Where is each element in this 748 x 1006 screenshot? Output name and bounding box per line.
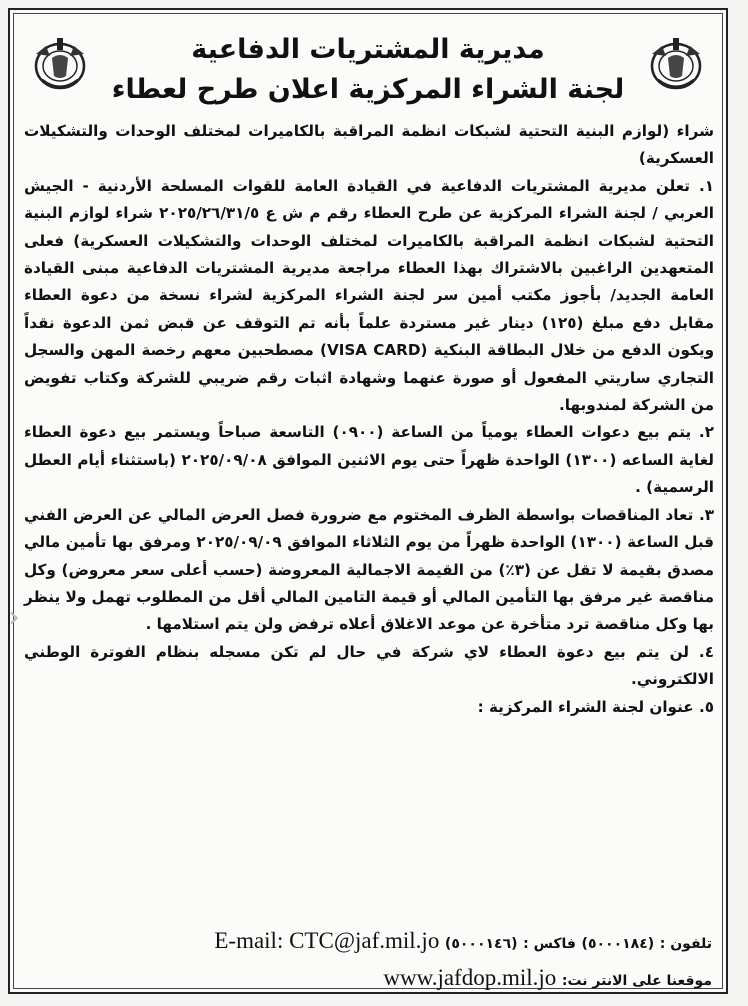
contact-phone-row: [24, 928, 712, 954]
contact-website-row: [24, 965, 712, 991]
announcement-body: [24, 118, 714, 721]
phone-label: تلفون :: [659, 936, 712, 952]
page-edge-chevron-icon: ‹: [8, 600, 20, 635]
email-address: E-mail: CTC@jaf.mil.jo: [214, 928, 440, 953]
clause-2: ٢. يتم بيع دعوات العطاء يومياً من الساعة (٠٩٠٠) التاسعة صباحاً ويستمر بيع دعوة العطاء لغاية الساعه (١٣٠٠) الواحدة ظهراً حتى يوم الاثنين الموافق ٢٠٢٥/٠٩/٠٨ (باستثناء أيام العطل الرسمية) .: [24, 423, 714, 497]
clause-4: ٤. لن يتم بيع دعوة العطاء لاي شركة في حال لم تكن مسجله بنظام الفوترة الوطني الالكتروني.: [24, 642, 714, 689]
website-url: www.jafdop.mil.jo: [383, 965, 557, 990]
website-label: موقعنا على الانتر نت:: [561, 973, 712, 989]
title-directorate: مديرية المشتريات الدفاعية: [191, 34, 545, 65]
clause-5: ٥. عنوان لجنة الشراء المركزية :: [477, 697, 714, 716]
jordan-armed-forces-emblem-icon: [644, 32, 708, 96]
intro-paragraph: شراء (لوازم البنية التحتية لشبكات انظمة المراقبة بالكاميرات لمختلف الوحدات والتشكيلات العسكرية): [24, 122, 714, 168]
phone-value: (٥٠٠٠١٨٤): [581, 936, 655, 952]
clause-1: ١. تعلن مديرية المشتريات الدفاعية في القيادة العامة للقوات المسلحة الأردنية - الجيش العربي / لجنة الشراء المركزية عن طرح العطاء رقم م ش ع ٢٠٢٥/٢٦/٣١/٥ شراء لوازم البنية التحتية لشبكات انظمة المراقبة بالكاميرات لمختلف الوحدات والتشكيلات العسكرية) فعلى المتعهدين الراغبين بالاشتراك بهذا العطاء مراجعة مديرية المشتريات الدفاعية مبنى القيادة العامة الجديد/ بأجوز مكتب أمين سر لجنة الشراء المركزية لشراء نسخة من دعوة العطاء مقابل دفع مبلغ (١٢٥) دينار غير مستردة علماً بأنه تم التوقف عن قبض ثمن الدعوة نقداً ويكون الدفع من خلال البطاقة البنكية (VISA CARD) مصطحبين معهم رخصة المهن والسجل التجاري ساريتي المفعول أو صورة عنهما وشهادة اثبات رقم ضريبي للشركة وكتاب تفويض من الشركة لمندوبها.: [24, 176, 715, 415]
announcement-frame: [8, 8, 728, 994]
clause-3: ٣. تعاد المناقصات بواسطة الظرف المختوم مع ضرورة فصل العرض المالي عن العرض الفني قبل الساعة (١٣٠٠) الواحدة ظهراً من يوم الثلاثاء الموافق ٢٠٢٥/٠٩/٠٩ ومرفق بها تأمين مالي مصدق بقيمة لا تقل عن (٣٪) من القيمة الاجمالية المعروضة (حسب أعلى سعر معروض) وكل مناقصة غير مرفق بها التأمين المالي أو قيمة التامين المالي أقل من المطلوب تهمل ولا ينظر بها وكل مناقصة ترد متأخرة عن موعد الاغلاق أعلاه ترفض ولن يتم استلامها .: [24, 505, 714, 634]
title-committee: لجنة الشراء المركزية اعلان طرح لعطاء: [111, 74, 625, 105]
fax-label: فاكس :: [523, 936, 576, 952]
fax-value: (٥٠٠٠١٤٦): [444, 936, 518, 952]
jordan-armed-forces-emblem-icon: [28, 32, 92, 96]
